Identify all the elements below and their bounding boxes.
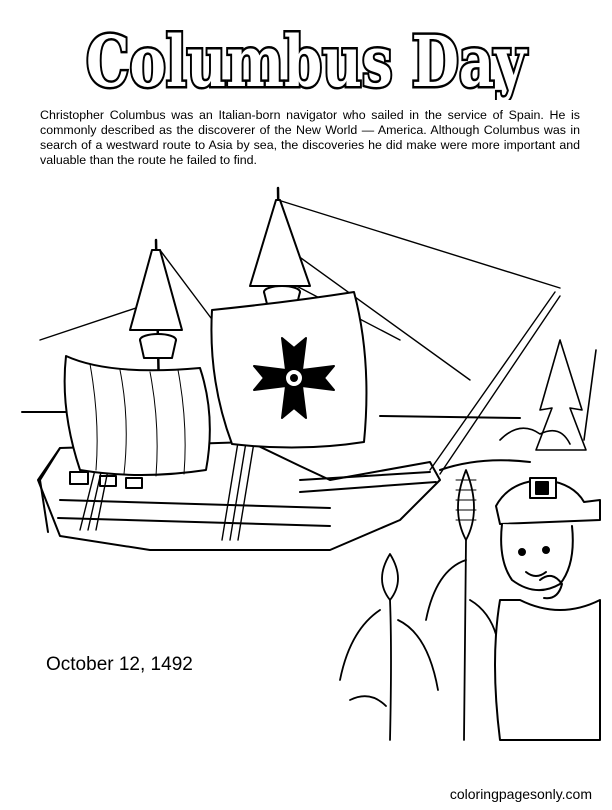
title-lettering: [0, 4, 612, 100]
pilgrim-boy: [495, 478, 600, 740]
main-topsail: [250, 200, 310, 286]
fore-sail: [65, 356, 210, 476]
shore-trees: [500, 340, 596, 450]
page-title: [0, 4, 612, 100]
ship-illustration: [0, 180, 612, 780]
intro-paragraph: Christopher Columbus was an Italian-born navigator who sailed in the service of Spain. He is commonly described as the discoverer of the New World — America. Although Columbus was in search of a westward route to Asia by sea, the discoveries he did make were more important and valuable than the route he failed to find.: [40, 108, 580, 167]
fore-topsail: [130, 250, 182, 330]
site-watermark: coloringpagesonly.com: [449, 786, 592, 802]
main-sail: [211, 292, 366, 448]
title-text: Columbus Day: [86, 20, 528, 100]
date-label: October 12, 1492: [42, 652, 197, 678]
